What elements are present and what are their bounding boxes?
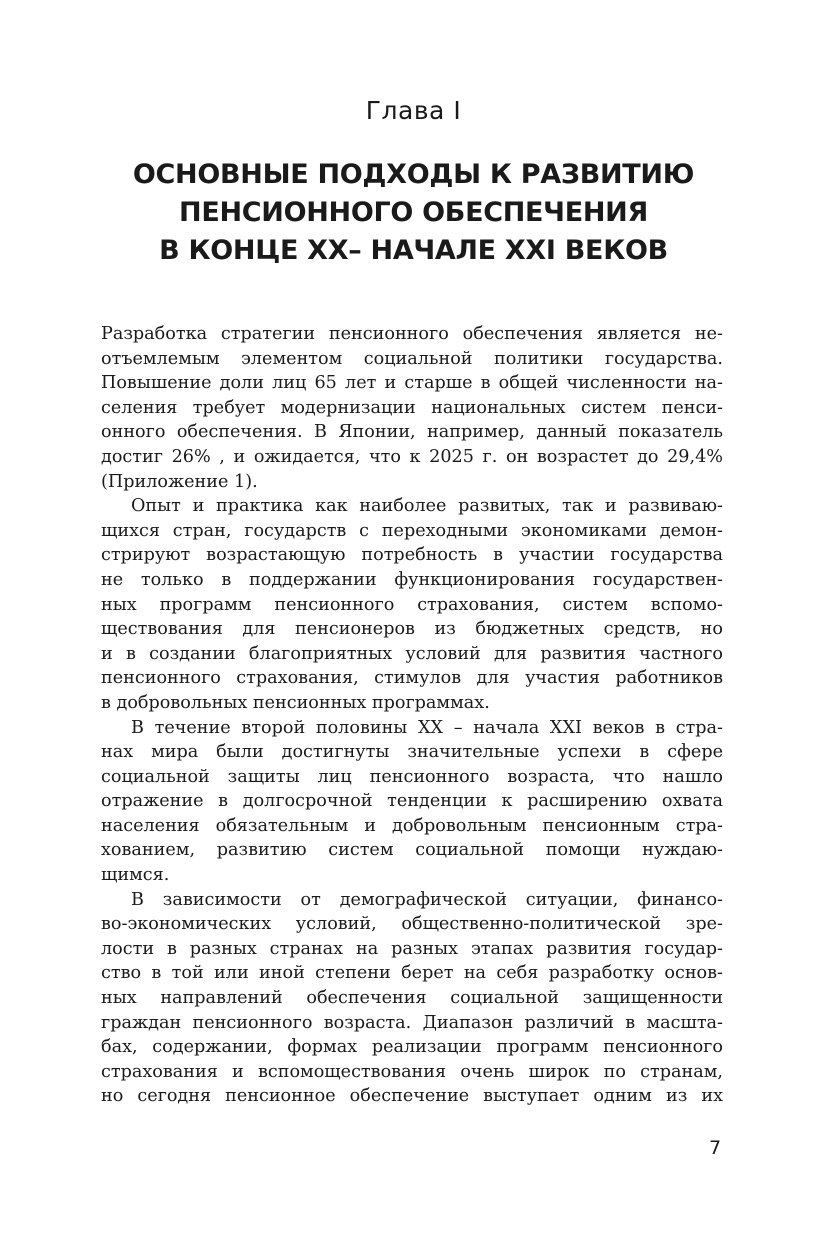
text-line: хованием, развитию систем социальной помощи нуждаю- [101,840,723,861]
text-line: ных программ пенсионного страхования, систем вспомо- [101,594,723,615]
text-line: страхования и вспомоществования очень широк по странам, [101,1061,723,1082]
paragraph-1 [101,322,723,494]
text-line: щихся стран, государств с переходными экономиками демон- [101,520,723,541]
text-line: и в создании благоприятных условий для развития частного [101,643,723,664]
chapter-title-line: ПЕНСИОННОГО ОБЕСПЕЧЕНИЯ [179,197,648,228]
text-line: социальной защиты лиц пенсионного возраста, что нашло [101,766,723,787]
text-line: В зависимости от демографической ситуации, финансо- [131,889,723,910]
text-line: бах, содержании, формах реализации программ пенсионного [101,1037,723,1058]
text-line: пенсионного страхования, стимулов для участия работников [101,668,723,689]
text-line: щимся. [101,865,170,886]
text-line: В течение второй половины XX – начала XXI веков в стра- [131,717,723,738]
text-line: отъемлемым элементом социальной политики государства. [101,348,723,369]
text-line: Разработка стратегии пенсионного обеспечения является не- [101,324,723,344]
text-line: но сегодня пенсионное обеспечение выступает одним из их [101,1086,723,1107]
text-line: достиг 26% , и ожидается, что к 2025 г. он возрастет до 29,4% [101,446,723,467]
text-line: во-экономических условий, общественно-политической зре- [101,914,723,935]
paragraph-2 [101,494,723,715]
text-line: нах мира были достигнуты значительные успехи в сфере [101,742,723,763]
text-line: (Приложение 1). [101,471,258,492]
text-line: стрируют возрастающую потребность в участии государства [101,545,723,566]
text-line: населения обязательным и добровольным пенсионным стра- [101,815,723,836]
text-line: ществования для пенсионеров из бюджетных средств, но [101,619,723,640]
chapter-title [60,156,767,270]
text-line: не только в поддержании функционирования государствен- [101,569,723,590]
paragraph-3 [101,716,723,888]
text-line: ных направлений обеспечения социальной защищенности [101,988,723,1009]
text-line: онного обеспечения. В Японии, например, данный показатель [101,422,723,443]
text-line: отражение в долгосрочной тенденции к расширению охвата [101,791,723,812]
body-text [101,322,723,1109]
chapter-label: Глава I [365,96,462,125]
page-number: 7 [709,1137,722,1159]
text-line: лости в разных странах на разных этапах развития государ- [101,938,723,959]
text-line: граждан пенсионного возраста. Диапазон различий в масшта- [101,1012,723,1033]
text-line: ство в той или иной степени берет на себя разработку основ- [101,963,723,984]
text-line: Опыт и практика как наиболее развитых, так и развиваю- [131,496,723,517]
text-line: селения требует модернизации национальных систем пенси- [101,397,723,418]
paragraph-4 [101,888,723,1109]
text-line: Повышение доли лиц 65 лет и старше в общей численности на- [101,373,723,394]
chapter-title-line: ОСНОВНЫЕ ПОДХОДЫ К РАЗВИТИЮ [132,159,695,190]
chapter-title-line: В КОНЦЕ XX– НАЧАЛЕ XXI ВЕКОВ [159,235,668,266]
text-line: в добровольных пенсионных программах. [101,692,490,713]
